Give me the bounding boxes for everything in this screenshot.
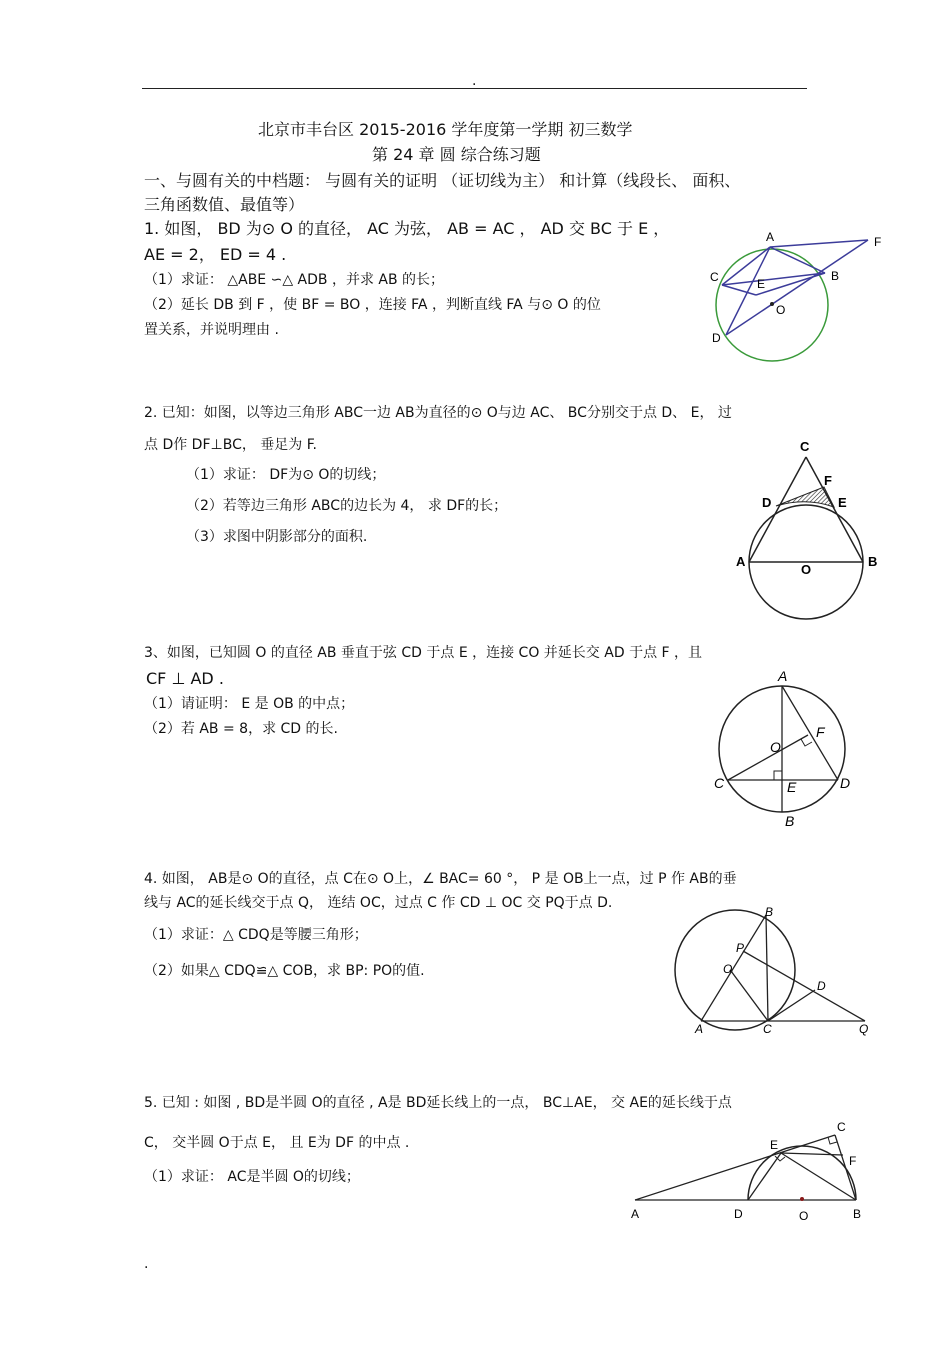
fig5-label-E: E: [770, 1138, 779, 1152]
problem-3-line: 3、如图，已知圆 O 的直径 AB 垂直于弦 CD 于点 E ，连接 CO 并延长交 AD 于点 F ，且: [144, 645, 703, 661]
fig2-label-A: A: [736, 554, 746, 569]
fig4-label-C: C: [763, 1022, 772, 1036]
header-dot: .: [472, 73, 477, 89]
problem-4-line: （2）如果△ CDQ≌△ COB，求 BP: PO的值.: [144, 963, 425, 979]
problem-4-figure: [665, 905, 880, 1040]
fig1-label-C: C: [710, 270, 719, 284]
fig2-label-O: O: [801, 562, 812, 577]
fig5-label-D: D: [734, 1207, 743, 1221]
problem-2-line: （3）求图中阴影部分的面积.: [186, 529, 368, 545]
problem-2-line: 2. 已知：如图，以等边三角形 ABC一边 AB为直径的⊙ O与边 AC、 BC分别交于点 D、 E， 过: [144, 405, 732, 421]
fig2-label-C: C: [800, 439, 810, 454]
problem-5-line: C， 交半圆 O于点 E， 且 E为 DF 的中点 .: [144, 1135, 410, 1151]
problem-2-line: （1）求证： DF为⊙ O的切线；: [186, 467, 386, 483]
fig1-label-A: A: [766, 230, 775, 244]
fig4-label-O: O: [723, 962, 733, 976]
fig1-label-B: B: [831, 269, 840, 283]
fig3-label-E: E: [787, 779, 797, 795]
problem-1-figure: [700, 225, 895, 370]
problem-1-line: AE = 2， ED = 4 .: [144, 245, 287, 264]
fig3-label-O: O: [770, 739, 781, 755]
fig5-label-A: A: [631, 1207, 640, 1221]
fig3-label-C: C: [714, 775, 725, 791]
fig3-label-A: A: [778, 668, 788, 684]
fig5-label-B: B: [853, 1207, 862, 1221]
problem-1-line: 置关系，并说明理由 .: [144, 322, 279, 338]
fig3-label-D: D: [840, 775, 851, 791]
fig3-label-B: B: [785, 813, 795, 829]
problem-5-figure: [625, 1115, 870, 1230]
fig1-label-E: E: [757, 277, 766, 291]
fig1-label-O: O: [776, 303, 786, 317]
problem-4-line: （1）求证：△ CDQ是等腰三角形；: [144, 927, 368, 943]
fig3-label-F: F: [816, 724, 825, 740]
fig2-label-E: E: [838, 495, 847, 510]
footer-dot: .: [144, 1256, 149, 1272]
fig4-label-B: B: [765, 905, 774, 919]
fig4-label-D: D: [817, 979, 826, 993]
problem-5-line: 5. 已知 : 如图 , BD是半圆 O的直径 , A是 BD延长线上的一点， BC⊥AE， 交 AE的延长线于点: [144, 1095, 732, 1111]
fig2-label-D: D: [762, 495, 772, 510]
problem-3-line: CF ⊥ AD .: [146, 669, 224, 688]
problem-2-figure: [728, 435, 888, 620]
fig5-label-O: O: [799, 1209, 809, 1223]
problem-3-figure: [708, 665, 858, 830]
fig2-label-F: F: [824, 473, 832, 488]
problem-4-line: 线与 AC的延长线交于点 Q， 连结 OC，过点 C 作 CD ⊥ OC 交 PQ于点 D.: [144, 895, 613, 911]
problem-1-line: （1）求证： △ABE ∽△ ADB ，并求 AB 的长；: [144, 272, 445, 288]
fig4-label-A: A: [695, 1022, 704, 1036]
problem-1-line: （2）延长 DB 到 F ，使 BF = BO ，连接 FA ，判断直线 FA 与⊙ O 的位: [144, 297, 601, 313]
header-rule: [142, 88, 807, 89]
document-title: 北京市丰台区 2015-2016 学年度第一学期 初三数学: [258, 120, 633, 139]
section-heading-line2: 三角函数值、最值等）: [144, 195, 305, 214]
fig1-label-D: D: [712, 331, 721, 345]
problem-4-line: 4. 如图， AB是⊙ O的直径，点 C在⊙ O上，∠ BAC= 60 °， P 是 OB上一点，过 P 作 AB的垂: [144, 871, 737, 887]
problem-1-line: 1. 如图， BD 为⊙ O 的直径， AC 为弦， AB = AC ， AD 交 BC 于 E ，: [144, 219, 670, 238]
chapter-title: 第 24 章 圆 综合练习题: [372, 145, 541, 164]
problem-5-line: （1）求证： AC是半圆 O的切线；: [144, 1169, 360, 1185]
fig2-label-B: B: [868, 554, 878, 569]
fig4-label-Q: Q: [859, 1022, 869, 1036]
problem-3-line: （1）请证明： E 是 OB 的中点；: [144, 696, 355, 712]
section-heading-line1: 一、与圆有关的中档题： 与圆有关的证明 （证切线为主） 和计算（线段长、 面积、: [144, 171, 741, 190]
fig1-label-F: F: [874, 235, 882, 249]
problem-2-line: 点 D作 DF⊥BC， 垂足为 F.: [144, 437, 317, 453]
fig5-label-F: F: [849, 1154, 857, 1168]
problem-2-line: （2）若等边三角形 ABC的边长为 4， 求 DF的长；: [186, 498, 508, 514]
fig5-label-C: C: [837, 1120, 846, 1134]
fig4-label-P: P: [736, 941, 745, 955]
problem-3-line: （2）若 AB = 8，求 CD 的长.: [144, 721, 338, 737]
